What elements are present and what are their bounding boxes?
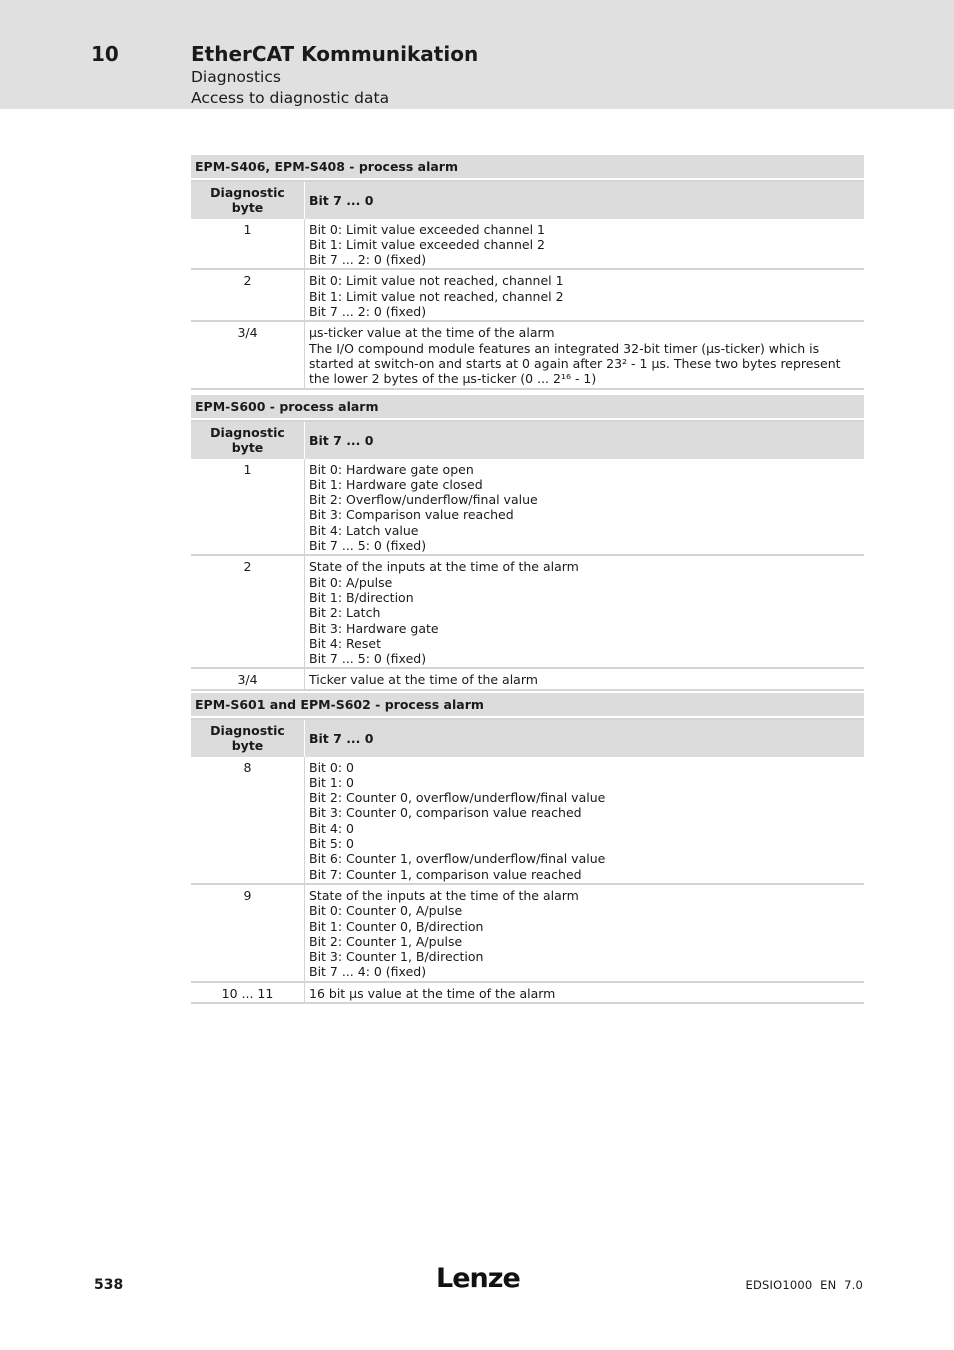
column-header-bits: Bit 7 ... 0	[305, 719, 865, 757]
bit-description-cell	[305, 555, 865, 668]
bit-description-line: Bit 2: Overflow/underflow/final value	[309, 492, 538, 508]
bit-description-line: Bit 3: Counter 0, comparison value reached	[309, 805, 582, 821]
bit-description-line: State of the inputs at the time of the alarm	[309, 559, 579, 575]
subsection-subtitle: Access to diagnostic data	[191, 89, 390, 107]
table-row	[191, 884, 864, 982]
chapter-title: EtherCAT Kommunikation	[191, 42, 479, 66]
diagnostic-byte-cell: 10 ... 11	[191, 982, 305, 1003]
bit-description-line: Bit 0: Limit value not reached, channel 1	[309, 273, 564, 289]
bit-description-line: Bit 7 ... 2: 0 (fixed)	[309, 252, 427, 268]
bit-description-cell	[305, 884, 865, 982]
chapter-number: 10	[91, 42, 119, 66]
bit-description-line: Bit 6: Counter 1, overflow/underflow/final value	[309, 851, 606, 867]
table-row	[191, 269, 864, 321]
bit-description-line: Bit 7: Counter 1, comparison value reached	[309, 866, 582, 882]
table-row	[191, 219, 864, 270]
bit-description-line: Bit 5: 0	[309, 836, 355, 852]
table-row	[191, 982, 864, 1003]
lenze-logo: Lenze	[436, 1263, 520, 1294]
bit-description-line: Bit 2: Counter 0, overflow/underflow/final value	[309, 790, 606, 806]
bit-description-line: Bit 1: 0	[309, 774, 355, 790]
bit-description-line: Bit 7 ... 5: 0 (fixed)	[309, 651, 427, 667]
page-number: 538	[94, 1277, 124, 1293]
bit-description-line: Bit 7 ... 5: 0 (fixed)	[309, 538, 427, 554]
bit-description-line: Bit 4: Reset	[309, 635, 381, 651]
table-row	[191, 459, 864, 556]
bit-description-line: Bit 0: Counter 0, A/pulse	[309, 903, 463, 919]
diagnostic-byte-cell: 3/4	[191, 321, 305, 388]
section-subtitle: Diagnostics	[191, 68, 281, 86]
table-row	[191, 757, 864, 884]
column-header-diagnostic-byte: Diagnostic byte	[191, 181, 305, 219]
column-header-diagnostic-byte: Diagnostic byte	[191, 421, 305, 459]
column-header-bits: Bit 7 ... 0	[305, 421, 865, 459]
bit-description-line: Bit 1: Hardware gate closed	[309, 476, 483, 492]
bit-description-line: Bit 0: A/pulse	[309, 574, 393, 590]
process-alarm-table	[191, 395, 864, 691]
diagnostic-byte-cell: 2	[191, 269, 305, 321]
bit-description-line: The I/O compound module features an integrated 32-bit timer (µs-ticker) which is started at switch-on and starts at 0 again after 23² - 1 µs. These two bytes represent the lower 2 bytes of the µs-ticker (0 ... 2¹⁶ - 1)	[309, 340, 841, 387]
bit-description-cell	[305, 668, 865, 689]
column-header-diagnostic-byte: Diagnostic byte	[191, 719, 305, 757]
table-caption: EPM-S406, EPM-S408 - process alarm	[191, 155, 864, 178]
bit-description-line: Bit 7 ... 4: 0 (fixed)	[309, 964, 427, 980]
bit-description-line: Bit 3: Hardware gate	[309, 620, 439, 636]
bit-description-line: Bit 2: Latch	[309, 605, 381, 621]
bit-description-cell	[305, 219, 865, 270]
document-id: EDSIO1000 EN 7.0	[745, 1278, 863, 1292]
bit-description-line: Bit 0: Hardware gate open	[309, 461, 474, 477]
bit-description-line: Ticker value at the time of the alarm	[309, 672, 538, 688]
diagnostic-byte-cell: 8	[191, 757, 305, 884]
bit-description-line: Bit 1: Limit value exceeded channel 2	[309, 236, 545, 252]
bit-description-line: 16 bit µs value at the time of the alarm	[309, 985, 556, 1001]
bit-description-line: Bit 4: Latch value	[309, 522, 419, 538]
table-caption: EPM-S601 and EPM-S602 - process alarm	[191, 693, 864, 716]
table-row	[191, 668, 864, 689]
bit-description-cell	[305, 757, 865, 884]
bit-description-line: Bit 3: Comparison value reached	[309, 507, 514, 523]
bit-description-line: Bit 2: Counter 1, A/pulse	[309, 933, 463, 949]
diagnostic-byte-cell: 9	[191, 884, 305, 982]
column-header-bits: Bit 7 ... 0	[305, 181, 865, 219]
bit-description-cell	[305, 459, 865, 556]
bit-description-line: Bit 0: 0	[309, 759, 355, 775]
bit-description-line: Bit 4: 0	[309, 820, 355, 836]
bit-description-line: µs-ticker value at the time of the alarm	[309, 325, 555, 341]
bit-description-cell	[305, 321, 865, 388]
bit-description-cell	[305, 269, 865, 321]
bit-description-line: Bit 3: Counter 1, B/direction	[309, 949, 484, 965]
process-alarm-table	[191, 693, 864, 1004]
diagnostic-byte-cell: 3/4	[191, 668, 305, 689]
bit-description-cell	[305, 982, 865, 1003]
table-row	[191, 321, 864, 388]
bit-description-line: Bit 1: Limit value not reached, channel 2	[309, 288, 564, 304]
bit-description-line: Bit 7 ... 2: 0 (fixed)	[309, 304, 427, 320]
bit-description-line: Bit 1: Counter 0, B/direction	[309, 918, 484, 934]
bit-description-line: Bit 1: B/direction	[309, 589, 414, 605]
bit-description-line: State of the inputs at the time of the alarm	[309, 887, 579, 903]
diagnostic-byte-cell: 2	[191, 555, 305, 668]
process-alarm-table	[191, 155, 864, 390]
table-row	[191, 555, 864, 668]
diagnostic-byte-cell: 1	[191, 459, 305, 556]
bit-description-line: Bit 0: Limit value exceeded channel 1	[309, 221, 545, 237]
diagnostic-byte-cell: 1	[191, 219, 305, 270]
table-caption: EPM-S600 - process alarm	[191, 395, 864, 418]
